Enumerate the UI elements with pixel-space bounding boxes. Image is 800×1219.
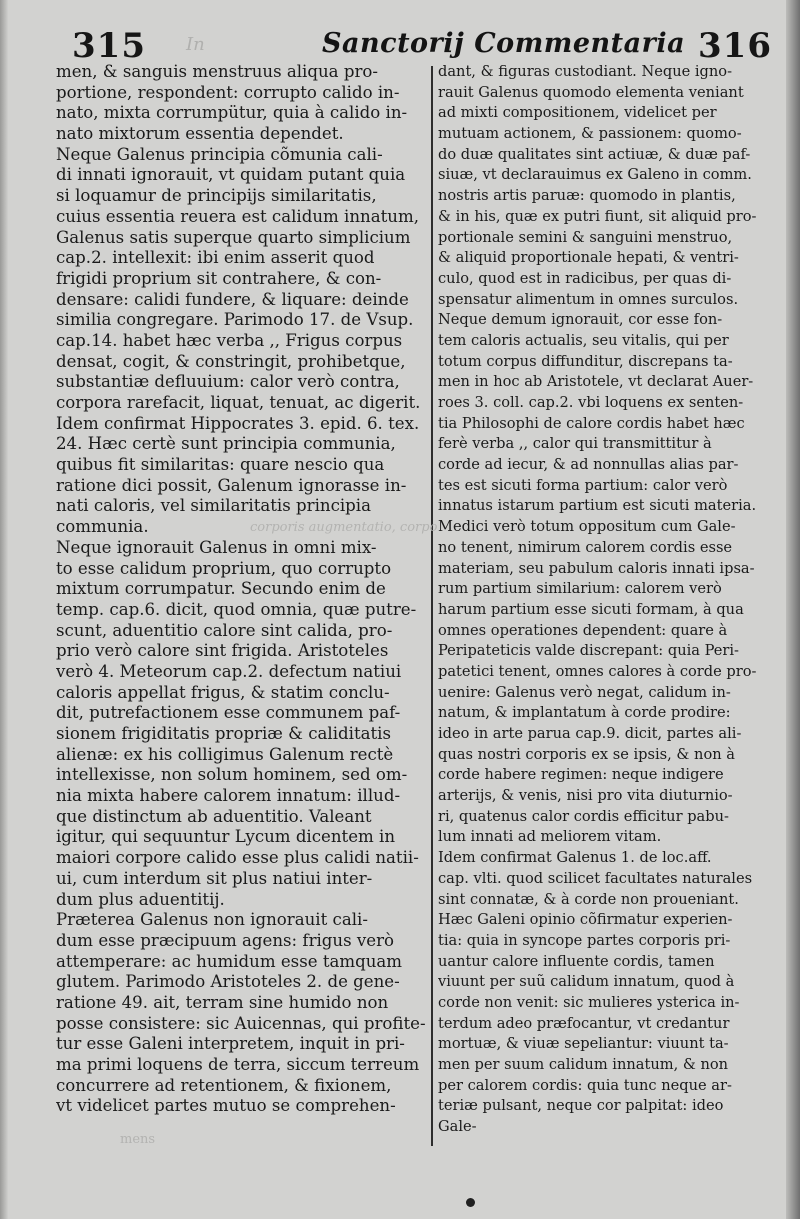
text-line: nostris artis paruæ: quomodo in plantis, [438,187,736,205]
text-line: & aliquid proportionale hepati, & ventri- [438,249,739,267]
text-line: ratione 49. ait, terram sine humido non [56,992,389,1012]
text-line: cap. vlti. quod scilicet facultates naturales [438,869,753,887]
text-line: dit, putrefactionem esse communem paf- [56,703,401,723]
text-line: patetici tenent, omnes calores à corde pro- [438,662,757,680]
text-line: & in his, quæ ex putri fiunt, sit aliquid pro- [438,207,757,225]
text-line: cap.2. intellexit: ibi enim asserit quod [56,248,375,268]
text-line: dum esse præcipuum agens: frigus verò [56,930,395,950]
text-line: dum plus aduentitij. [56,889,225,909]
text-line: Neque Galenus principia cõmunia cali- [56,144,383,164]
text-line: materiam, seu pabulum caloris innati ipsa- [438,559,755,577]
text-line: terdum adeo præfocantur, vt credantur [438,1014,730,1032]
ink-dot [466,1198,475,1207]
text-line: omnes operationes dependent: quare à [438,621,728,639]
text-line: tes est sicuti forma partium: calor verò [438,476,728,494]
text-line: ferè verba ,, calor qui transmittitur à [438,435,712,453]
text-line: sionem frigiditatis propriæ & caliditatis [56,724,392,743]
text-line: Præterea Galenus non ignorauit cali- [56,910,368,930]
left-text-column [56,62,426,1117]
text-line: no tenent, nimirum calorem cordis esse [438,538,733,556]
text-line: uenire: Galenus verò negat, calidum in- [438,683,731,701]
text-line: alienæ: ex his colligimus Galenum rectè [56,744,394,764]
right-text-column [438,62,776,1138]
text-line: temp. cap.6. dicit, quod omnia, quæ putre- [56,599,417,619]
text-line: prio verò calore sint frigida. Aristoteles [56,641,389,661]
text-line: nati caloris, vel similaritatis principia [56,496,371,516]
text-line: glutem. Parimodo Aristoteles 2. de gene- [56,972,400,992]
text-line: corpora rarefacit, liquat, tenuat, ac digerit. [56,393,421,412]
page-edge-shadow [786,0,800,1219]
page-header [0,20,800,68]
text-line: men, & sanguis menstruus aliqua pro- [56,62,378,81]
text-line: innatus istarum partium est sicuti materia. [438,497,757,515]
text-line: mixtum corrumpatur. Secundo enim de [56,579,386,599]
text-line: concurrere ad retentionem, & fixionem, [56,1075,392,1095]
text-line: rauit Galenus quomodo elementa veniant [438,83,744,101]
text-line: roes 3. coll. cap.2. vbi loquens ex senten- [438,394,744,411]
text-line: tem caloris actualis, seu vitalis, qui per [438,331,729,349]
text-line: frigidi proprium sit contrahere, & con- [56,268,382,288]
text-line: 24. Hæc certè sunt principia communia, [56,434,396,454]
text-line: do duæ qualitates sint actiuæ, & duæ paf- [438,145,751,163]
text-line: scunt, aduentitio calore sint calida, pro- [56,620,393,640]
text-line: corde ad iecur, & ad nonnullas alias par- [438,456,739,474]
text-line: quibus fit similaritas: quare nescio qua [56,455,385,475]
text-line: Idem confirmat Galenus 1. de loc.aff. [438,849,712,867]
text-line: uantur calore influente cordis, tamen [438,952,715,970]
text-line: men per suum calidum innatum, & non [438,1056,729,1073]
text-line: rum partium similarium: calorem verò [438,580,722,598]
text-line: cuius essentia reuera est calidum innatum, [56,206,419,226]
left-page-number: 315 [72,26,146,66]
text-line: mutuam actionem, & passionem: quomo- [438,125,742,143]
text-line: attemperare: ac humidum esse tamquam [56,951,403,971]
text-line: culo, quod est in radicibus, per quas di- [438,269,732,287]
text-line: vt videlicet partes mutuo se comprehen- [56,1096,396,1116]
text-line: ad mixti compositionem, videlicet per [438,104,717,122]
text-line: mortuæ, & viuæ sepeliantur: viuunt ta- [438,1035,729,1053]
text-line: maiori corpore calido esse plus calidi natii- [56,848,419,868]
text-line: Galenus satis superque quarto simplicium [56,227,411,247]
text-line: corde non venit: sic mulieres ysterica in- [438,993,740,1011]
right-page-number: 316 [698,26,772,66]
text-line: ri, quatenus calor cordis efficitur pabu- [438,807,729,825]
text-line: cap.14. habet hæc verba ,, Frigus corpus [56,330,403,350]
text-line: nato mixtorum essentia dependet. [56,124,344,144]
text-line: viuunt per suũ calidum innatum, quod à [438,973,735,991]
text-line: Gale- [438,1118,477,1136]
text-line: arterijs, & venis, nisi pro vita diuturnio- [438,787,733,805]
text-line: totum corpus diffunditur, discrepans ta- [438,352,733,370]
text-line: posse consistere: sic Auicennas, qui profite- [56,1013,426,1033]
column-divider [431,66,433,1146]
text-line: similia congregare. Parimodo 17. de Vsup. [56,310,414,330]
text-line: ideo in arte parua cap.9. dicit, partes ali- [438,725,742,742]
text-line: Idem confirmat Hippocrates 3. epid. 6. tex. [56,413,420,433]
text-line: men in hoc ab Aristotele, vt declarat Auer- [438,373,754,391]
text-line: siuæ, vt declarauimus ex Galeno in comm. [438,166,752,184]
text-line: substantiæ defluuium: calor verò contra, [56,372,400,392]
text-line: lum innati ad meliorem vitam. [438,828,662,846]
text-line: portione, respondent: corrupto calido in- [56,82,400,102]
text-line: portionale semini & sanguini menstruo, [438,228,733,246]
text-line: ratione dici possit, Galenum ignorasse in- [56,475,407,495]
text-line: que distinctum ab aduentitio. Valeant [56,806,372,826]
text-line: di innati ignorauit, vt quidam putant quia [56,165,406,185]
text-line: si loquamur de principijs similaritatis, [56,186,377,206]
text-line: per calorem cordis: quia tunc neque ar- [438,1076,732,1094]
text-line: igitur, qui sequuntur Lycum dicentem in [56,827,396,847]
text-line: Hæc Galeni opinio cõfirmatur experien- [438,911,733,929]
text-line: nia mixta habere calorem innatum: illud- [56,786,401,806]
text-line: communia. [56,517,149,537]
text-line: natum, & implantatum à corde prodire: [438,704,731,722]
text-line: nato, mixta corrumpütur, quia à calido in- [56,103,408,123]
text-line: tia: quia in syncope partes corporis pri- [438,931,731,949]
text-line: harum partium esse sicuti formam, à qua [438,600,744,618]
text-line: ui, cum interdum sit plus natiui inter- [56,868,373,888]
text-line: Medici verò totum oppositum cum Gale- [438,518,736,536]
text-line: Neque demum ignorauit, cor esse fon- [438,311,723,329]
show-through-text: In [186,34,205,55]
text-line: caloris appellat frigus, & statim conclu- [56,682,390,702]
page-gutter-shadow [0,0,8,1219]
text-line: tia Philosophi de calore cordis habet hæc [438,414,745,432]
show-through-text: corporis augmentatio, corpo [250,520,438,535]
text-line: Neque ignorauit Galenus in omni mix- [56,537,377,557]
running-title: Sanctorij Commentaria [322,28,686,59]
text-line: tur esse Galeni interpretem, inquit in pri- [56,1034,405,1054]
text-line: spensatur alimentum in omnes surculos. [438,290,739,308]
text-line: dant, & figuras custodiant. Neque igno- [438,63,733,80]
text-line: to esse calidum proprium, quo corrupto [56,558,392,578]
show-through-text: mens [120,1132,156,1147]
text-line: ma primi loquens de terra, siccum terreum [56,1055,420,1074]
text-line: densat, cogit, & constringit, prohibetque, [56,351,406,371]
text-line: verò 4. Meteorum cap.2. defectum natiui [56,661,402,681]
text-line: intellexisse, non solum hominem, sed om- [56,765,408,785]
text-line: teriæ pulsant, neque cor palpitat: ideo [438,1097,724,1115]
text-line: Peripateticis valde discrepant: quia Peri- [438,642,739,660]
text-line: quas nostri corporis ex se ipsis, & non à [438,745,735,763]
text-line: densare: calidi fundere, & liquare: deinde [56,289,409,309]
text-line: sint connatæ, & à corde non proueniant. [438,890,739,908]
text-line: corde habere regimen: neque indigere [438,766,724,784]
